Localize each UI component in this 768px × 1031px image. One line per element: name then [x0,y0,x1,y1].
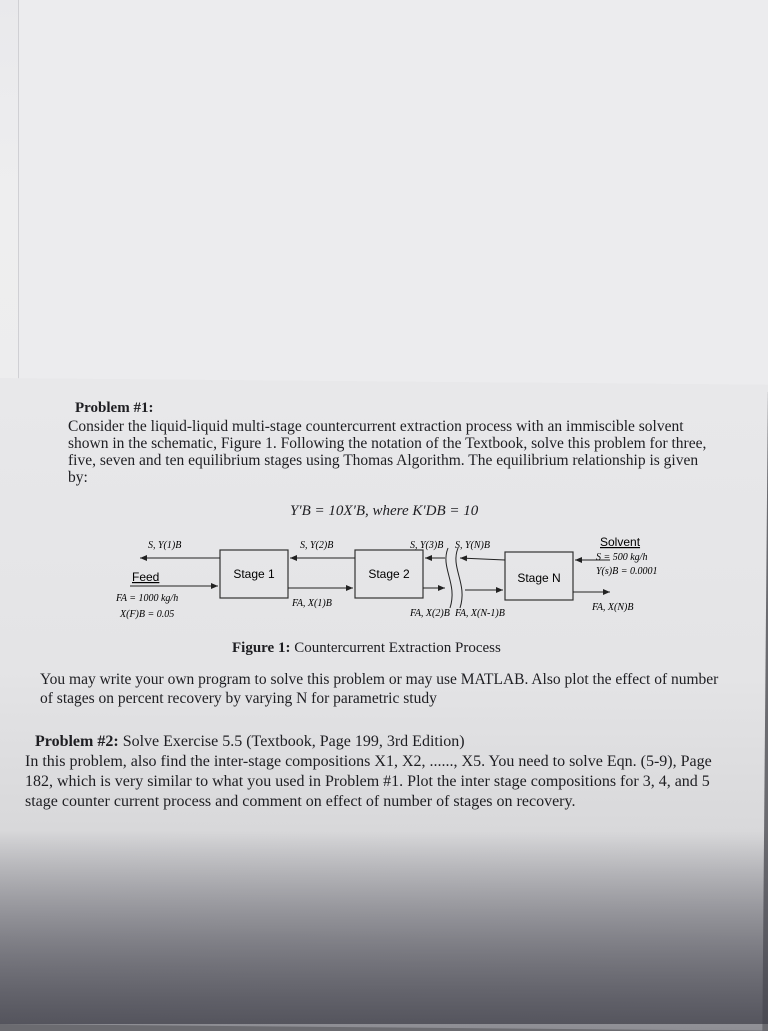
solvent-rate: S = 500 kg/h [596,552,648,563]
stream-f1-label: FA, X(1)B [292,598,332,609]
problem2-title: Problem #2: [35,733,119,750]
stream-fN1-label: FA, X(N-1)B [455,608,505,619]
feed-label: Feed [132,570,160,584]
figure-caption [232,640,501,657]
stream-f2-label: FA, X(2)B [410,608,450,619]
back-sheet [0,0,768,392]
equilibrium-equation: Y′B = 10X′B, where K′DB = 10 [290,503,479,519]
solvent-label: Solvent [600,535,641,549]
paragraph-matlab: You may write your own program to solve this problem or may use MATLAB. Also plot the effect of number of stages on percent recovery by varying N for parametric study [40,671,719,707]
stage-1-label: Stage 1 [233,567,275,581]
feed-comp: X(F)B = 0.05 [120,609,175,620]
countercurrent-diagram [100,528,700,638]
stream-fN-label: FA, X(N)B [592,602,634,613]
feed-rate: FA = 1000 kg/h [116,593,179,604]
stream-s1-label: S, Y(1)B [148,540,182,551]
figure-caption-text: Countercurrent Extraction Process [294,640,501,656]
back-sheet-page [18,0,768,392]
stream-sN-label: S, Y(N)B [455,540,490,551]
break-symbol [446,548,462,608]
figure-caption-label: Figure 1: [232,640,291,656]
stage-n-label: Stage N [517,571,561,585]
stage-2-label: Stage 2 [368,567,410,581]
problem1-title: Problem #1: [75,400,154,416]
problem2-heading [35,733,465,751]
solvent-comp: Y(s)B = 0.0001 [596,566,658,577]
stream-s2-label: S, Y(2)B [300,540,334,551]
problem2-title-rest: Solve Exercise 5.5 (Textbook, Page 199, 3rd Edition) [122,733,465,750]
solvent-arrow-sN [460,558,505,560]
shadow-overlay [0,830,768,1024]
problem2-body: In this problem, also find the inter-stage compositions X1, X2, ......, X5. You need to solve Eqn. (5-9), Page 182, which is very similar to what you used in Problem #1. Plot the inter stage compositions for 3, 4, and 5 stage counter current process and comment on effect of number of stages on recovery. [25,753,712,810]
problem1-body: Consider the liquid-liquid multi-stage countercurrent extraction process with an immiscible solvent shown in the schematic, Figure 1. Following the notation of the Textbook, solve this problem for three, five, seven and ten equilibrium stages using Thomas Algorithm. The equilibrium relationship is given by: [68,418,707,486]
stream-s3-label: S, Y(3)B [410,540,444,551]
